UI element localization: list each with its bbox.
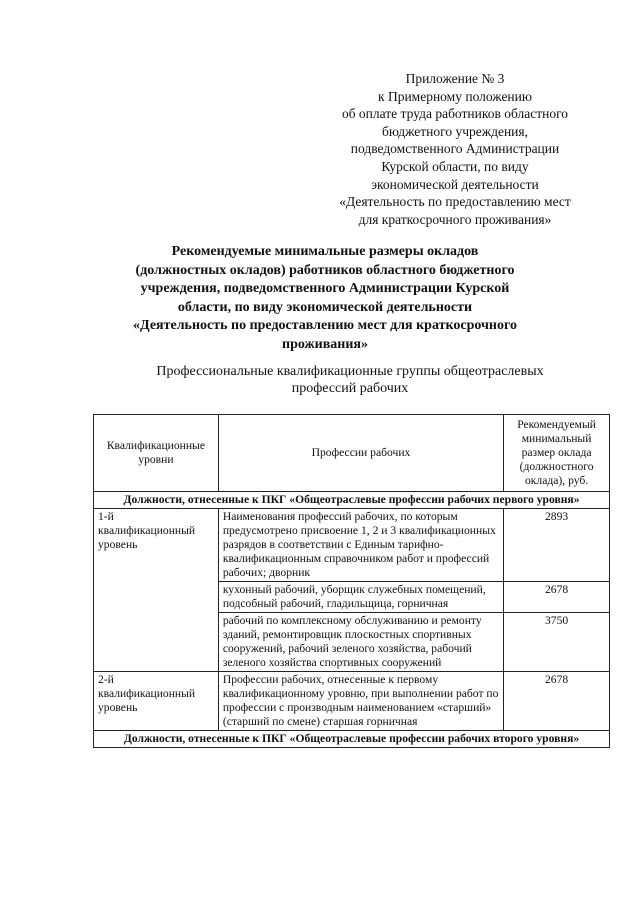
title-line: Рекомендуемые минимальные размеры окладов	[171, 244, 479, 259]
header-levels: Квалификационные уровни	[94, 415, 219, 492]
header-salary: Рекомендуемый минимальный размер оклада (должностного оклада), руб.	[504, 415, 610, 492]
group-row	[94, 731, 610, 748]
salary-table	[93, 414, 610, 748]
title-line: учреждения, подведомственного Администрации Курской	[140, 281, 510, 296]
appendix-line: Приложение № 3	[405, 71, 505, 86]
appendix-line: экономической деятельности	[371, 176, 539, 192]
table-header-row	[94, 415, 610, 492]
group-title: Должности, отнесенные к ПКГ «Общеотраслевые профессии рабочих второго уровня»	[94, 731, 610, 748]
table-row	[94, 509, 610, 582]
salary-cell: 2678	[504, 672, 610, 731]
group-row	[94, 492, 610, 509]
appendix-header	[300, 70, 610, 228]
appendix-line: бюджетного учреждения,	[382, 123, 528, 139]
section-subtitle	[110, 363, 590, 397]
appendix-line: «Деятельность по предоставлению мест	[339, 194, 571, 210]
level-cell: 1-й квалификационный уровень	[94, 509, 219, 672]
salary-cell: 3750	[504, 613, 610, 672]
level-cell: 2-й квалификационный уровень	[94, 672, 219, 731]
professions-cell: Наименования профессий рабочих, по которым предусмотрено присвоение 1, 2 и 3 квалификационных разрядов в соответствии с Единым тарифно-квалификационным справочником работ и профессий рабочих; дворник	[218, 509, 503, 582]
subtitle-line: Профессиональные квалификационные группы общеотраслевых	[156, 364, 544, 379]
title-line: (должностных окладов) работников областного бюджетного	[135, 262, 515, 278]
group-title: Должности, отнесенные к ПКГ «Общеотраслевые профессии рабочих первого уровня»	[94, 492, 610, 509]
appendix-line: подведомственного Администрации	[350, 141, 560, 157]
professions-cell: кухонный рабочий, уборщик служебных помещений, подсобный рабочий, гладильщица, горничная	[218, 582, 503, 613]
table-row	[94, 672, 610, 731]
title-line: проживания»	[282, 336, 368, 352]
document-title	[90, 243, 560, 354]
title-line: «Деятельность по предоставлению мест для краткосрочного	[133, 318, 517, 333]
salary-cell: 2893	[504, 509, 610, 582]
salary-cell: 2678	[504, 582, 610, 613]
professions-cell: Профессии рабочих, отнесенные к первому квалификационному уровню, при выполнении работ по профессии с производным наименованием «старший» (старший по смене) старшая горничная	[218, 672, 503, 731]
header-professions: Профессии рабочих	[218, 415, 503, 492]
appendix-line: Курской области, по виду	[381, 158, 529, 174]
subtitle-line: профессий рабочих	[291, 381, 409, 396]
title-line: области, по виду экономической деятельности	[177, 299, 473, 315]
appendix-line: для краткосрочного проживания»	[358, 211, 552, 227]
professions-cell: рабочий по комплексному обслуживанию и ремонту зданий, ремонтировщик плоскостных спортивных сооружений, рабочий зеленого хозяйства, рабочий зеленого хозяйства спортивных сооружений	[218, 613, 503, 672]
appendix-line: к Примерному положению	[378, 88, 532, 104]
appendix-line: об оплате труда работников областного	[341, 106, 569, 122]
